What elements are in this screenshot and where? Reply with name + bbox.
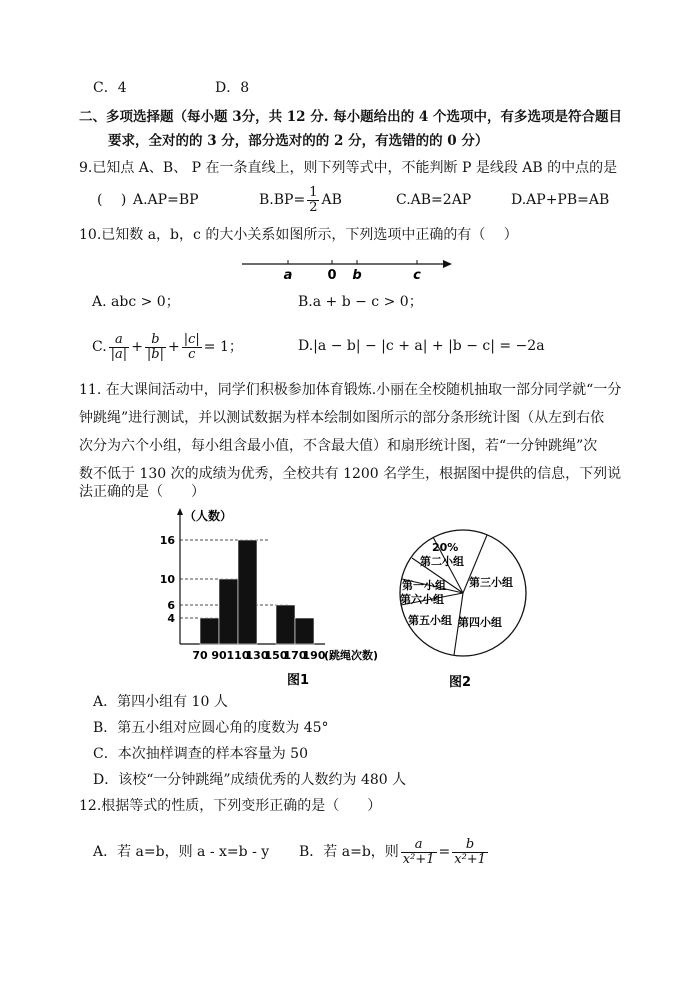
x-tick-label: 110 [226, 649, 250, 662]
number-line [240, 254, 455, 284]
histogram-chart [150, 504, 410, 689]
y-tick-label: 10 [159, 573, 175, 586]
chart-xlabel: (跳绳次数) [324, 649, 379, 662]
q12-option-b: B．若 a=b，则 $\frac{a}{\text{x²+1}}$ = $\frac{b}{\text{x²+1}}$ [299, 836, 486, 867]
q11-option-b: B．第五小组对应圆心角的度数为 45° [93, 720, 329, 736]
y-axis-arrow [177, 508, 183, 515]
q12-option-a: A．若 a=b，则 a - x=b - y [93, 844, 270, 860]
q9-fraction: $\frac{1}{2}$ [309, 184, 318, 215]
pie-label-group3: 第三小组 [469, 576, 513, 589]
numberline-b: b [352, 268, 362, 283]
y-tick-label: 4 [167, 612, 175, 625]
option-c: C．4 [93, 80, 127, 96]
x-tick-label: 190 [302, 649, 326, 662]
numberline-c: c [413, 268, 421, 283]
numberline-a: a [283, 268, 293, 283]
pie-percent-label: 20% [432, 541, 459, 554]
y-tick-label: 16 [159, 534, 175, 547]
q9-paren: ( ) [97, 192, 127, 208]
q11-option-d: D．该校“一分钟跳绳”成绩优秀的人数约为 480 人 [93, 772, 407, 788]
y-tick-label: 6 [167, 599, 175, 612]
pie-label-group1: 第一小组 [402, 579, 446, 592]
q10-option-d: D.|a − b| − |c + a| + |b − c| = −2a [298, 338, 545, 354]
q10-option-a: A. abc > 0； [92, 294, 180, 310]
q11-line2: 钟跳绳”进行测试，并以测试数据为样本绘制如图所示的部分条形统计图（从左到右依 [79, 410, 605, 426]
pie-caption: 图2 [448, 675, 472, 690]
pie-label-group5: 第五小组 [408, 614, 452, 627]
histogram-bar [200, 618, 219, 644]
x-tick-label: 70 [192, 649, 208, 662]
q12-stem: 12.根据等式的性质，下列变形正确的是（ ） [79, 798, 382, 814]
chart-caption: 图1 [286, 673, 310, 688]
q11-option-c: C．本次抽样调查的样本容量为 50 [93, 746, 308, 762]
x-tick-label: 130 [245, 649, 269, 662]
chart-ylabel: （人数） [184, 509, 233, 523]
q10-option-b: B.a + b − c > 0； [298, 294, 423, 310]
q10-option-c: C. $\frac{a}{|a|}$ + $\frac{b}{|b|}$ + $\frac{|c|}{c}$ = 1； [92, 331, 243, 362]
q10-stem: 10.已知数 a，b，c 的大小关系如图所示，下列选项中正确的有（ ） [79, 227, 518, 243]
q11-option-a: A．第四小组有 10 人 [93, 694, 228, 710]
histogram-bar [238, 540, 257, 644]
q9-option-b: B.BP= $\frac{1}{2}$ AB [259, 184, 342, 215]
q9-option-a: A.AP=BP [133, 192, 199, 208]
q9-option-c: C.AB=2AP [396, 192, 472, 208]
histogram-bar [276, 605, 295, 644]
x-tick-label: 170 [283, 649, 307, 662]
section-heading-line2: 要求，全对的的 3 分，部分选对的的 2 分，有选错的的 0 分） [108, 133, 489, 149]
histogram-bar [219, 579, 238, 644]
q9-option-d: D.AP+PB=AB [511, 192, 610, 208]
q11-line1: 11. 在大课间活动中，同学们积极参加体育锻炼.小丽在全校随机抽取一部分同学就“一分 [79, 382, 622, 398]
q11-line3: 次分为六个小组，每小组含最小值，不含最大值）和扇形统计图，若“一分钟跳绳”次 [79, 438, 598, 454]
pie-label-group4: 第四小组 [458, 616, 502, 629]
histogram-bar [295, 618, 314, 644]
x-tick-label: 90 [211, 649, 227, 662]
section-heading: 二、多项选择题（每小题 3分，共 12 分. 每小题给出的 4 个选项中，有多选项是符合题目 [79, 109, 622, 125]
pie-label-group2: 第二小组 [420, 555, 464, 568]
pie-chart [398, 528, 528, 693]
q11-line5: 法正确的是（ ） [79, 484, 205, 500]
q11-line4: 数不低于 130 次的成绩为优秀，全校共有 1200 名学生，根据图中提供的信息，下列说 [79, 466, 622, 482]
x-tick-label: 150 [264, 649, 288, 662]
pie-label-group6: 第六小组 [400, 593, 444, 606]
q9-stem: 9.已知点 A、B、 P 在一条直线上，则下列等式中，不能判断 P 是线段 AB 的中点的是 [79, 160, 618, 176]
numberline-zero: 0 [327, 268, 337, 283]
option-d: D．8 [215, 80, 250, 96]
